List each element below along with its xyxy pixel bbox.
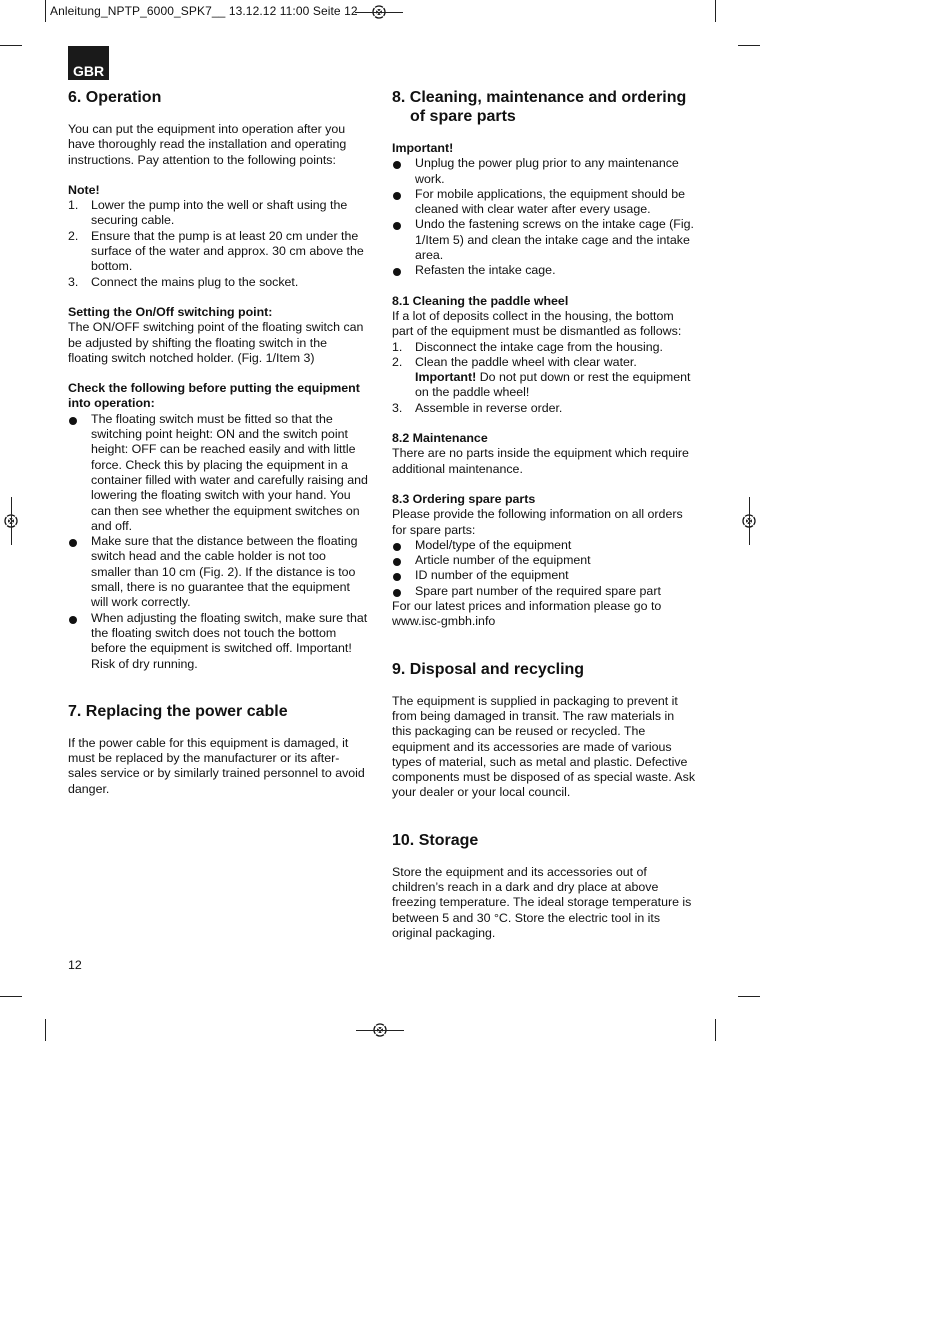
registration-line [355, 12, 403, 13]
list-item: 2. Clean the paddle wheel with clear water. Important! Do not put down or rest the equipment on the paddle wheel! [392, 354, 691, 400]
bullet-icon [393, 268, 401, 276]
list-item: For mobile applications, the equipment should be cleaned with clear water after every usage. [392, 187, 696, 218]
operation-steps [68, 198, 368, 290]
section-6-title: 6. Operation [68, 89, 162, 106]
language-badge: GBR [68, 46, 109, 80]
section-7-title: 7. Replacing the power cable [68, 702, 288, 720]
bullet-icon [393, 192, 401, 200]
section-10-text: Store the equipment and its accessories out of children’s reach in a dark and dry place at above freezing temperature. The ideal storage temperature is between 5 and 30 °C. Store the electric tool in its original packaging. [392, 864, 692, 940]
registration-line [749, 497, 750, 545]
list-item: Model/type of the equipment [392, 538, 696, 553]
bullet-icon [69, 417, 77, 425]
subsection-8-3-heading: 8.3 Ordering spare parts [392, 491, 536, 506]
registration-line [356, 1030, 404, 1031]
section-9-title: 9. Disposal and recycling [392, 660, 585, 678]
switch-heading: Setting the On/Off switching point: [68, 304, 273, 319]
list-item: ID number of the equipment [392, 568, 696, 583]
subsection-8-1-heading: 8.1 Cleaning the paddle wheel [392, 293, 569, 308]
maintenance-bullets [392, 156, 696, 278]
crop-mark [715, 1019, 716, 1041]
bullet-icon [393, 543, 401, 551]
crop-mark [715, 0, 716, 22]
list-item: 2. Ensure that the pump is at least 20 cm under the surface of the water and approx. 30 cm above the bottom. [68, 228, 364, 274]
list-item: 1. Disconnect the intake cage from the housing. [392, 339, 663, 354]
list-item: Spare part number of the required spare part [392, 584, 696, 599]
subsection-8-3-after: For our latest prices and information please go to www.isc-gmbh.info [392, 599, 662, 629]
bullet-icon [393, 161, 401, 169]
list-item: Make sure that the distance between the floating switch head and the cable holder is not too smaller than 10 cm (Fig. 2). If the distance is too small, there is no guarantee that the equipment will work correctly. [68, 534, 368, 610]
right-column [392, 88, 696, 941]
list-item: Refasten the intake cage. [392, 263, 696, 278]
subsection-8-2-text: There are no parts inside the equipment which require additional maintenance. [392, 446, 689, 476]
list-item: 1. Lower the pump into the well or shaft using the securing cable. [68, 198, 348, 228]
bullet-icon [393, 589, 401, 597]
crop-mark [0, 45, 22, 46]
subsection-8-3-text: Please provide the following information on all orders for spare parts: [392, 507, 683, 537]
switch-text: The ON/OFF switching point of the floating switch can be adjusted by shifting the floating switch in the floating switch notched holder. (Fig. 1/Item 3) [68, 320, 364, 365]
list-item: Unplug the power plug prior to any maintenance work. [392, 156, 696, 187]
bullet-icon [393, 573, 401, 581]
crop-mark [738, 996, 760, 997]
crop-mark [45, 0, 46, 22]
crop-mark [738, 45, 760, 46]
section-9-text: The equipment is supplied in packaging to prevent it from being damaged in transit. The raw materials in this packaging can be reused or recycled. The equipment and its accessories are made of various types of material, such as metal and plastic. Defective components must be disposed of as special waste. Ask your dealer or your local council. [392, 693, 696, 800]
list-item: When adjusting the floating switch, make sure that the floating switch does not touch the bottom before the equipment is switched off. Important! Risk of dry running. [68, 611, 368, 672]
subsection-8-2-heading: 8.2 Maintenance [392, 431, 488, 446]
section-6-intro: You can put the equipment into operation after you have thoroughly read the installation and operating instructions. Pay attention to the following points: [68, 122, 347, 167]
important-label: Important! [392, 141, 454, 155]
print-slug: Anleitung_NPTP_6000_SPK7__ 13.12.12 11:00 Seite 12 [50, 4, 358, 18]
list-item: 3. Connect the mains plug to the socket. [68, 274, 299, 289]
list-item: Article number of the equipment [392, 553, 696, 568]
bullet-icon [69, 539, 77, 547]
subsection-8-1-text: If a lot of deposits collect in the housing, the bottom part of the equipment must be dismantled as follows: [392, 308, 682, 339]
bullet-icon [69, 616, 77, 624]
registration-line [11, 497, 12, 545]
bullet-icon [393, 558, 401, 566]
list-item: 3. Assemble in reverse order. [392, 400, 563, 415]
section-10-title: 10. Storage [392, 831, 479, 849]
list-item: The floating switch must be fitted so that the switching point height: ON and the switch point height: OFF can be reached easily and with little force. Check this by placing the equipment in a container filled with water and carefully raising and lowering the floating switch with your hand. You can then see whether the equipment switches on and off. [68, 412, 368, 534]
check-bullets [68, 412, 368, 672]
note-label: Note! [68, 182, 100, 197]
bullet-icon [393, 222, 401, 230]
left-column [68, 88, 368, 797]
spare-parts-bullets [392, 538, 696, 599]
section-7-text: If the power cable for this equipment is damaged, it must be replaced by the manufacturer or its after-sales service or by similarly trained personnel to avoid danger. [68, 735, 365, 796]
crop-mark [45, 1019, 46, 1041]
list-item: Undo the fastening screws on the intake cage (Fig. 1/Item 5) and clean the intake cage and the intake area. [392, 217, 696, 263]
paddle-wheel-steps [392, 340, 696, 416]
section-8-title: 8. Cleaning, maintenance and ordering of spare parts [392, 89, 687, 125]
crop-mark [0, 996, 22, 997]
page-number: 12 [68, 958, 82, 972]
check-heading: Check the following before putting the equipment into operation: [68, 381, 360, 411]
